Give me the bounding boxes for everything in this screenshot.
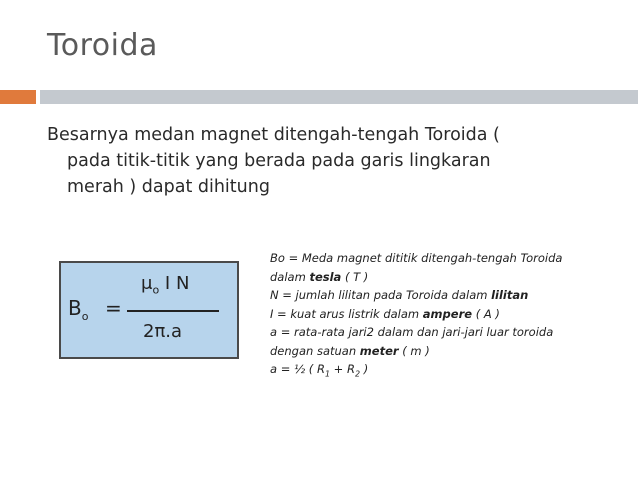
- body-line-1: Besarnya medan magnet ditengah-tengah Toroida (: [47, 125, 500, 145]
- title-accent-bar: [0, 90, 36, 104]
- formula-box: [59, 261, 239, 359]
- body-line-3: merah ) dapat dihitung: [67, 177, 270, 197]
- fraction-bar: [127, 310, 219, 312]
- legend-line-meter: dengan satuan meter ( m ): [270, 343, 430, 358]
- legend-line-a: a = rata-rata jari2 dalam dan jari-jari luar toroida: [270, 325, 554, 339]
- title-divider: [40, 90, 638, 104]
- formula-numerator: $\mu_o$ I N: [141, 273, 190, 297]
- formula-denominator: 2π.a: [143, 321, 183, 342]
- slide-title: Toroida: [47, 28, 158, 63]
- formula-equals: =: [105, 296, 122, 320]
- body-line-2: pada titik-titik yang berada pada garis lingkaran: [67, 151, 491, 171]
- legend-line-bo: Bo = Meda magnet dititik ditengah-tengah Toroida: [270, 251, 563, 265]
- legend-line-a-formula: a = ½ ( $R_1 + R_2$ ): [270, 362, 369, 379]
- formula-lhs: $B_o$: [68, 296, 89, 323]
- variable-legend: [270, 249, 630, 384]
- legend-line-n: N = jumlah lilitan pada Toroida dalam lilitan: [270, 288, 529, 302]
- legend-line-tesla: dalam tesla ( T ): [270, 269, 369, 284]
- legend-line-i: I = kuat arus listrik dalam ampere ( A ): [270, 306, 500, 321]
- body-paragraph: [47, 122, 607, 200]
